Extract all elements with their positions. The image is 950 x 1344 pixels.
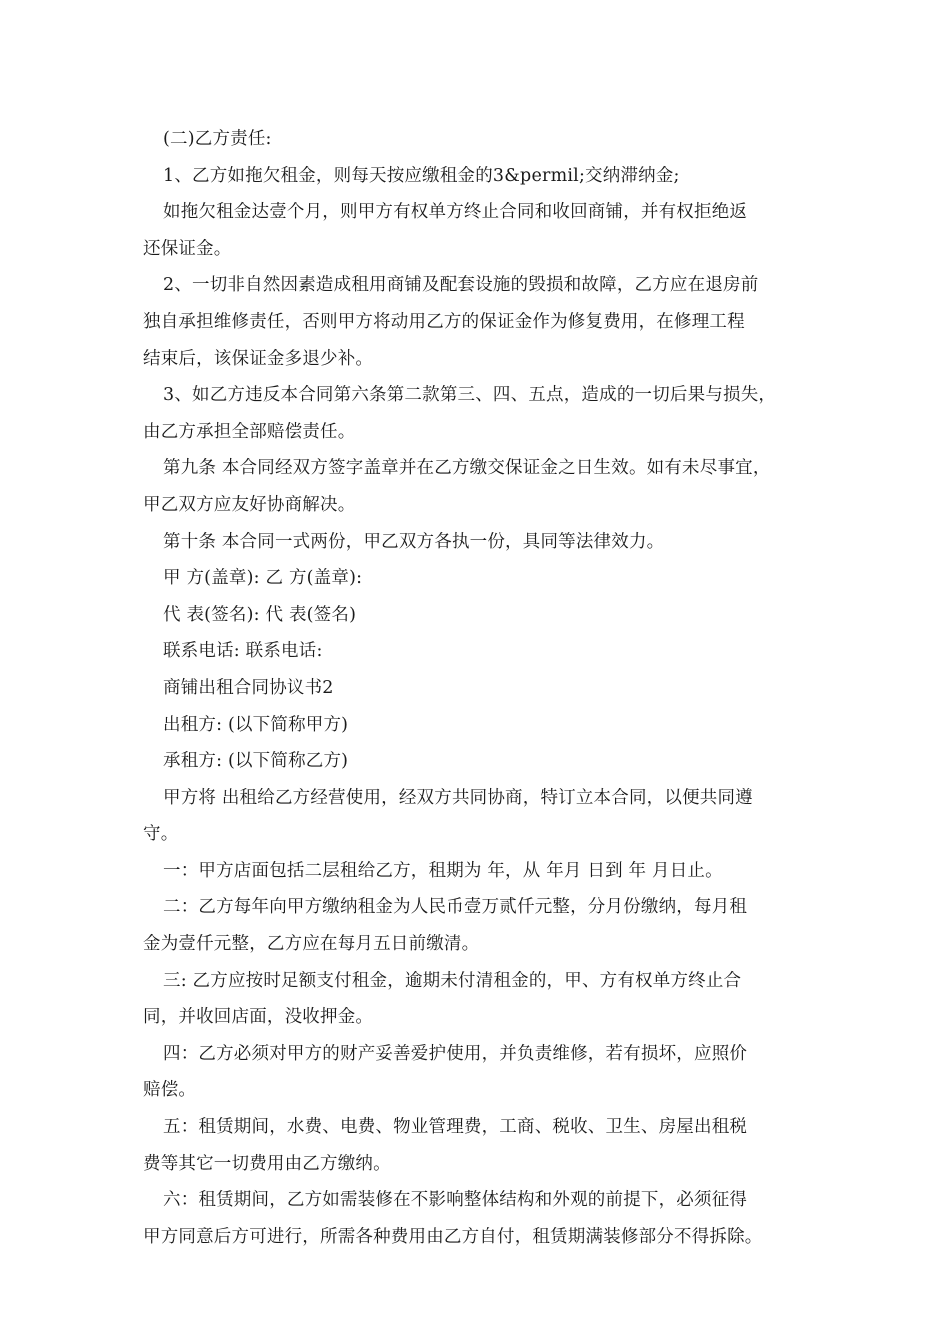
clause-one: 一：甲方店面包括二层租给乙方，租期为 年，从 年月 日到 年 月日止。 [163, 860, 723, 881]
document-title: 商铺出租合同协议书2 [163, 677, 334, 698]
clause-two: 二：乙方每年向甲方缴纳租金为人民币壹万贰仟元整，分月份缴纳，每月租 [163, 897, 748, 918]
paragraph-line: 同，并收回店面，没收押金。 [143, 1007, 374, 1028]
lessor-line: 出租方: (以下简称甲方) [163, 714, 349, 735]
clause-five: 五：租赁期间，水费、电费、物业管理费，工商、税收、卫生、房屋出租税 [163, 1117, 748, 1138]
lessee-line: 承租方: (以下简称乙方) [163, 751, 349, 772]
clause-three: 三: 乙方应按时足额支付租金，逾期未付清租金的，甲、方有权单方终止合 [163, 970, 742, 991]
clause-six: 六：租赁期间，乙方如需装修在不影响整体结构和外观的前提下，必须征得 [163, 1190, 748, 1211]
section-heading: (二)乙方责任: [163, 129, 272, 149]
paragraph-line: 结束后，该保证金多退少补。 [143, 348, 374, 369]
document-body [143, 121, 823, 1255]
paragraph-line: 由乙方承担全部赔偿责任。 [143, 421, 356, 442]
paragraph-line: 甲方同意后方可进行，所需各种费用由乙方自付，租赁期满装修部分不得拆除。 [143, 1226, 763, 1247]
paragraph-line: 甲方将 出租给乙方经营使用，经双方共同协商，特订立本合同，以便共同遵 [163, 787, 753, 808]
paragraph-line: 还保证金。 [143, 238, 232, 259]
paragraph-line: 2、一切非自然因素造成租用商铺及配套设施的毁损和故障，乙方应在退房前 [163, 275, 759, 296]
paragraph-line: 独自承担维修责任，否则甲方将动用乙方的保证金作为修复费用，在修理工程 [143, 311, 745, 332]
clause-four: 四：乙方必须对甲方的财产妥善爱护使用，并负责维修，若有损坏，应照价 [163, 1043, 748, 1064]
signature-party-line: 甲 方(盖章): 乙 方(盖章): [163, 568, 363, 589]
paragraph-line: 赔偿。 [143, 1080, 197, 1101]
article-ten: 第十条 本合同一式两份，甲乙双方各执一份，具同等法律效力。 [163, 531, 665, 552]
article-nine: 第九条 本合同经双方签字盖章并在乙方缴交保证金之日生效。如有未尽事宜， [163, 458, 771, 479]
paragraph-line: 守。 [143, 824, 179, 845]
signature-representative-line: 代 表(签名): 代 表(签名) [163, 604, 357, 625]
signature-phone-line: 联系电话: 联系电话: [163, 641, 323, 662]
paragraph-line: 金为壹仟元整，乙方应在每月五日前缴清。 [143, 934, 480, 955]
paragraph-line: 1、乙方如拖欠租金，则每天按应缴租金的3&permil;交纳滞纳金; [163, 165, 680, 186]
paragraph-line: 费等其它一切费用由乙方缴纳。 [143, 1153, 391, 1174]
paragraph-line: 如拖欠租金达壹个月，则甲方有权单方终止合同和收回商铺，并有权拒绝返 [163, 202, 748, 223]
paragraph-line: 甲乙双方应友好协商解决。 [143, 494, 356, 515]
paragraph-line: 3、如乙方违反本合同第六条第二款第三、四、五点，造成的一切后果与损失， [163, 385, 777, 406]
